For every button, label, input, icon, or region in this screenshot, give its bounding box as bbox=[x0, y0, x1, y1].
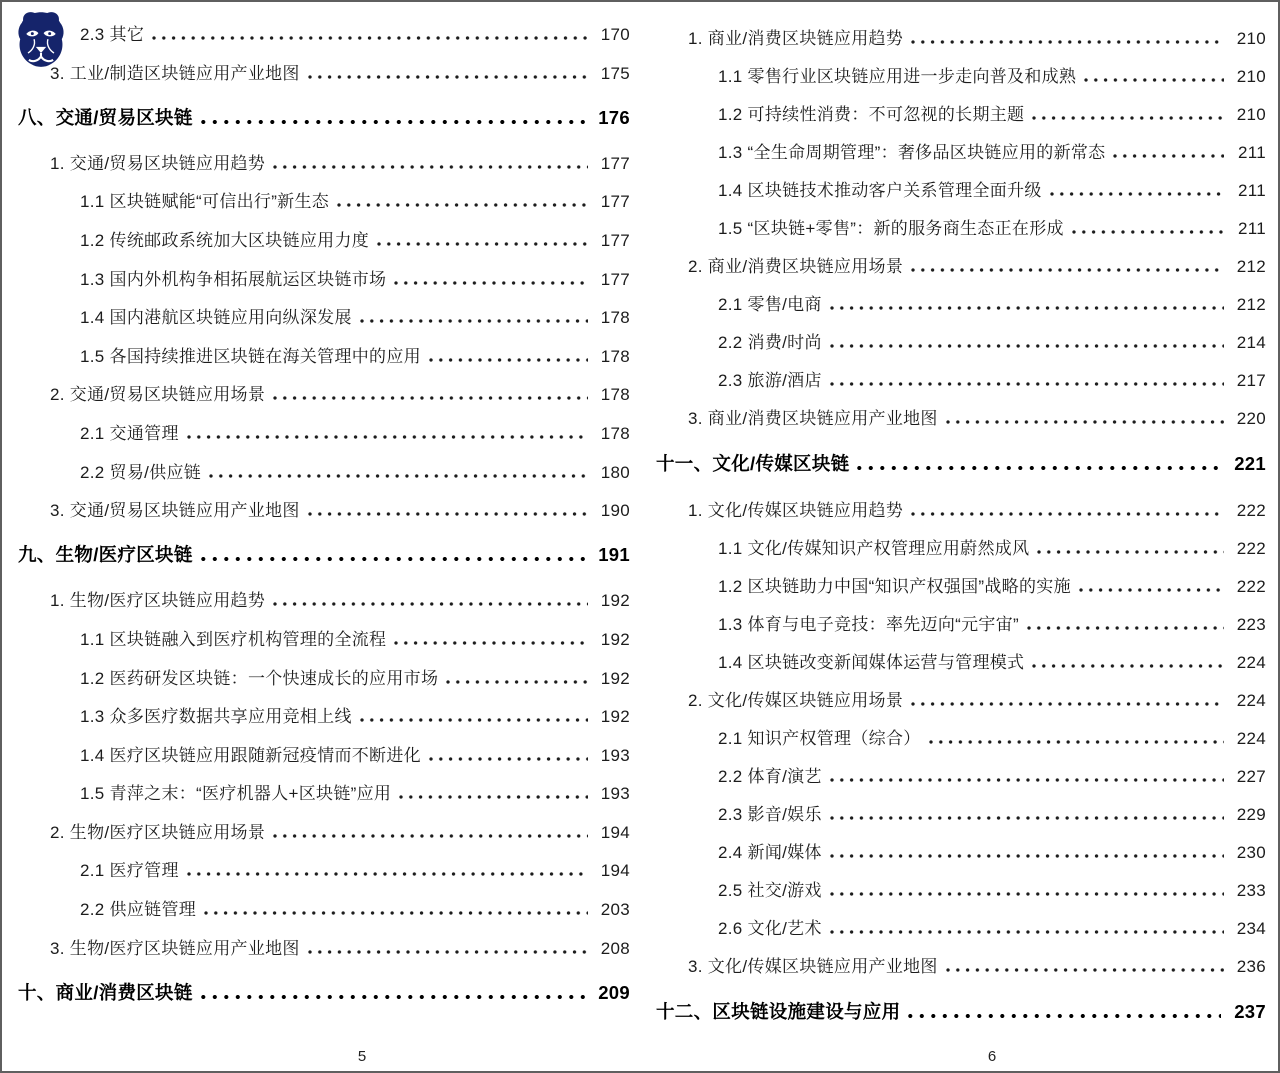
toc-entry[interactable] bbox=[4, 496, 630, 535]
toc-entry-page-number: 222 bbox=[1236, 501, 1266, 520]
dot-leader bbox=[1032, 116, 1224, 120]
toc-entry[interactable] bbox=[4, 187, 630, 226]
toc-entry[interactable] bbox=[4, 380, 630, 419]
toc-entry-label: 1.3 体育与电子竞技：率先迈向“元宇宙” bbox=[718, 615, 1019, 634]
dot-leader bbox=[360, 319, 588, 323]
toc-entry[interactable] bbox=[4, 664, 630, 703]
toc-entry-label: 3. 生物/医疗区块链应用产业地图 bbox=[50, 938, 300, 958]
toc-entry[interactable] bbox=[4, 895, 630, 934]
dot-leader bbox=[857, 466, 1221, 470]
toc-chapter-entry[interactable] bbox=[642, 998, 1266, 1036]
toc-entry-page-number: 193 bbox=[600, 784, 630, 804]
toc-entry-page-number: 177 bbox=[600, 230, 630, 250]
toc-entry-page-number: 210 bbox=[1236, 67, 1266, 86]
dot-leader bbox=[908, 1014, 1221, 1018]
toc-entry-label: 八、交通/贸易区块链 bbox=[18, 106, 193, 128]
toc-entry-label: 1.4 医疗区块链应用跟随新冠疫情而不断进化 bbox=[80, 745, 421, 765]
dot-leader bbox=[201, 995, 585, 999]
toc-entry-label: 3. 交通/贸易区块链应用产业地图 bbox=[50, 501, 300, 521]
dot-leader bbox=[201, 557, 585, 561]
dot-leader bbox=[830, 382, 1224, 386]
toc-entry-label: 1.4 国内港航区块链应用向纵深发展 bbox=[80, 308, 352, 328]
toc-entry-page-number: 211 bbox=[1237, 143, 1266, 162]
toc-entry-label: 1.5 青萍之末：“医疗机器人+区块链”应用 bbox=[80, 784, 392, 804]
toc-entry[interactable] bbox=[642, 404, 1266, 442]
toc-entry-label: 2.2 供应链管理 bbox=[80, 900, 197, 920]
toc-entry-page-number: 175 bbox=[600, 63, 630, 83]
toc-entry-label: 1.1 文化/传媒知识产权管理应用蔚然成风 bbox=[718, 539, 1030, 558]
toc-entry[interactable] bbox=[642, 214, 1266, 252]
dot-leader bbox=[360, 718, 588, 722]
toc-entry-page-number: 229 bbox=[1236, 805, 1266, 824]
toc-entry[interactable] bbox=[4, 586, 630, 625]
dot-leader bbox=[377, 242, 588, 246]
dot-leader bbox=[337, 203, 588, 207]
toc-entry[interactable] bbox=[642, 762, 1266, 800]
dot-leader bbox=[830, 778, 1224, 782]
toc-entry-page-number: 233 bbox=[1236, 881, 1266, 900]
dot-leader bbox=[394, 641, 588, 645]
dot-leader bbox=[394, 281, 588, 285]
dot-leader bbox=[830, 854, 1224, 858]
toc-entry-page-number: 236 bbox=[1236, 957, 1266, 976]
toc-entry[interactable] bbox=[4, 818, 630, 857]
toc-entry[interactable] bbox=[642, 876, 1266, 914]
toc-entry[interactable] bbox=[642, 366, 1266, 404]
dot-leader bbox=[204, 911, 588, 915]
toc-right-page-column bbox=[642, 24, 1266, 1044]
dot-leader bbox=[1113, 154, 1224, 158]
toc-entry[interactable] bbox=[4, 265, 630, 304]
dot-leader bbox=[911, 702, 1224, 706]
toc-entry-page-number: 210 bbox=[1236, 105, 1266, 124]
dot-leader bbox=[201, 120, 585, 124]
dot-leader bbox=[209, 474, 588, 478]
dot-leader bbox=[1027, 626, 1224, 630]
dot-leader bbox=[308, 75, 588, 79]
toc-entry[interactable] bbox=[642, 290, 1266, 328]
toc-entry-page-number: 224 bbox=[1236, 729, 1266, 748]
toc-entry-page-number: 224 bbox=[1236, 691, 1266, 710]
toc-entry[interactable] bbox=[4, 149, 630, 188]
dot-leader bbox=[1072, 230, 1224, 234]
dot-leader bbox=[1032, 664, 1224, 668]
toc-entry-label: 十一、文化/传媒区块链 bbox=[656, 453, 850, 474]
toc-entry-label: 2. 文化/传媒区块链应用场景 bbox=[688, 691, 904, 710]
toc-entry-label: 1.4 区块链技术推动客户关系管理全面升级 bbox=[718, 181, 1042, 200]
toc-entry-label: 2.4 新闻/媒体 bbox=[718, 843, 822, 862]
toc-entry-label: 2.3 其它 bbox=[80, 25, 145, 44]
toc-entry-label: 1.5 “区块链+零售”：新的服务商生态正在形成 bbox=[718, 219, 1064, 238]
toc-entry-page-number: 214 bbox=[1236, 333, 1266, 352]
toc-entry[interactable] bbox=[4, 303, 630, 342]
dot-leader bbox=[830, 306, 1224, 310]
toc-entry-label: 九、生物/医疗区块链 bbox=[18, 544, 193, 566]
dot-leader bbox=[152, 36, 588, 40]
toc-entry-label: 1.1 零售行业区块链应用进一步走向普及和成熟 bbox=[718, 67, 1077, 86]
toc-entry[interactable] bbox=[642, 328, 1266, 366]
toc-entry-page-number: 237 bbox=[1234, 1001, 1266, 1022]
toc-entry-page-number: 230 bbox=[1236, 843, 1266, 862]
toc-entry-page-number: 178 bbox=[600, 346, 630, 366]
toc-entry[interactable] bbox=[642, 838, 1266, 876]
toc-entry-page-number: 211 bbox=[1237, 181, 1266, 200]
toc-entry[interactable] bbox=[642, 138, 1266, 176]
toc-entry[interactable] bbox=[4, 226, 630, 265]
toc-entry-label: 3. 商业/消费区块链应用产业地图 bbox=[688, 409, 938, 428]
dot-leader bbox=[1084, 78, 1224, 82]
toc-entry[interactable] bbox=[642, 914, 1266, 952]
toc-entry-page-number: 234 bbox=[1236, 919, 1266, 938]
toc-entry-label: 2.6 文化/艺术 bbox=[718, 919, 822, 938]
dot-leader bbox=[187, 435, 588, 439]
dot-leader bbox=[273, 834, 588, 838]
dot-leader bbox=[446, 680, 588, 684]
toc-entry-label: 3. 文化/传媒区块链应用产业地图 bbox=[688, 957, 938, 976]
toc-entry-label: 1.5 各国持续推进区块链在海关管理中的应用 bbox=[80, 346, 421, 366]
right-page-number: 6 bbox=[987, 1048, 997, 1065]
toc-entry[interactable] bbox=[4, 779, 630, 818]
toc-entry[interactable] bbox=[4, 458, 630, 497]
dot-leader bbox=[429, 757, 588, 761]
toc-entry-page-number: 178 bbox=[600, 385, 630, 405]
toc-entry-label: 2.3 影音/娱乐 bbox=[718, 805, 822, 824]
toc-entry-page-number: 192 bbox=[600, 591, 630, 611]
dot-leader bbox=[187, 872, 588, 876]
toc-entry[interactable] bbox=[642, 24, 1266, 62]
toc-entry-page-number: 208 bbox=[600, 938, 630, 958]
dot-leader bbox=[308, 950, 588, 954]
toc-entry[interactable] bbox=[642, 62, 1266, 100]
dot-leader bbox=[830, 930, 1224, 934]
toc-entry-label: 1.1 区块链赋能“可信出行”新生态 bbox=[80, 192, 330, 212]
toc-entry[interactable] bbox=[4, 856, 630, 895]
dot-leader bbox=[1050, 192, 1224, 196]
toc-entry-page-number: 176 bbox=[598, 106, 630, 128]
toc-entry[interactable] bbox=[4, 419, 630, 458]
toc-chapter-entry[interactable] bbox=[642, 450, 1266, 488]
toc-entry-page-number: 223 bbox=[1236, 615, 1266, 634]
toc-entry-page-number: 222 bbox=[1236, 577, 1266, 596]
toc-entry-page-number: 212 bbox=[1236, 257, 1266, 276]
dot-leader bbox=[1037, 550, 1224, 554]
toc-entry-label: 1. 商业/消费区块链应用趋势 bbox=[688, 29, 904, 48]
toc-entry-label: 2.1 交通管理 bbox=[80, 423, 179, 443]
toc-entry-label: 3. 工业/制造区块链应用产业地图 bbox=[50, 63, 300, 83]
toc-entry-page-number: 194 bbox=[600, 822, 630, 842]
toc-chapter-entry[interactable] bbox=[4, 979, 630, 1018]
toc-entry-page-number: 192 bbox=[600, 629, 630, 649]
toc-entry-label: 2.1 知识产权管理（综合） bbox=[718, 729, 921, 748]
toc-entry-page-number: 178 bbox=[600, 308, 630, 328]
toc-entry-page-number: 170 bbox=[600, 25, 630, 44]
toc-entry-label: 1. 文化/传媒区块链应用趋势 bbox=[688, 501, 904, 520]
toc-entry[interactable] bbox=[642, 648, 1266, 686]
left-page-number: 5 bbox=[357, 1048, 367, 1065]
toc-entry[interactable] bbox=[4, 702, 630, 741]
dot-leader bbox=[429, 358, 588, 362]
toc-entry-label: 1.3 众多医疗数据共享应用竞相上线 bbox=[80, 707, 352, 727]
dot-leader bbox=[929, 740, 1224, 744]
toc-left-page-column bbox=[4, 20, 630, 1024]
dot-leader bbox=[911, 512, 1224, 516]
toc-entry-label: 1. 生物/医疗区块链应用趋势 bbox=[50, 591, 266, 611]
dot-leader bbox=[946, 968, 1224, 972]
toc-entry[interactable] bbox=[642, 100, 1266, 138]
toc-entry[interactable] bbox=[4, 741, 630, 780]
toc-entry-label: 2.1 零售/电商 bbox=[718, 295, 822, 314]
toc-entry-label: 2.2 贸易/供应链 bbox=[80, 462, 202, 482]
toc-entry[interactable] bbox=[642, 252, 1266, 290]
toc-entry-label: 2.5 社交/游戏 bbox=[718, 881, 822, 900]
toc-entry[interactable] bbox=[4, 20, 630, 59]
toc-entry-label: 1.3 国内外机构争相拓展航运区块链市场 bbox=[80, 269, 387, 289]
toc-entry-label: 2.2 体育/演艺 bbox=[718, 767, 822, 786]
toc-entry[interactable] bbox=[642, 572, 1266, 610]
toc-entry-label: 十、商业/消费区块链 bbox=[18, 981, 193, 1003]
toc-entry-page-number: 192 bbox=[600, 668, 630, 688]
dot-leader bbox=[946, 420, 1224, 424]
toc-entry-label: 1.3 “全生命周期管理”：奢侈品区块链应用的新常态 bbox=[718, 143, 1106, 162]
toc-entry-page-number: 178 bbox=[600, 423, 630, 443]
toc-entry-label: 1.2 可持续性消费：不可忽视的长期主题 bbox=[718, 105, 1025, 124]
toc-entry[interactable] bbox=[642, 534, 1266, 572]
toc-entry-page-number: 224 bbox=[1236, 653, 1266, 672]
dot-leader bbox=[1079, 588, 1224, 592]
toc-chapter-entry[interactable] bbox=[4, 104, 630, 143]
dot-leader bbox=[830, 892, 1224, 896]
dot-leader bbox=[830, 816, 1224, 820]
toc-entry-label: 2. 商业/消费区块链应用场景 bbox=[688, 257, 904, 276]
toc-entry-page-number: 210 bbox=[1236, 29, 1266, 48]
toc-entry-label: 1.4 区块链改变新闻媒体运营与管理模式 bbox=[718, 653, 1025, 672]
toc-entry-page-number: 177 bbox=[600, 192, 630, 212]
toc-entry-label: 十二、区块链设施建设与应用 bbox=[656, 1001, 901, 1022]
toc-entry[interactable] bbox=[4, 625, 630, 664]
dot-leader bbox=[830, 344, 1224, 348]
toc-entry-page-number: 177 bbox=[600, 269, 630, 289]
toc-entry[interactable] bbox=[642, 176, 1266, 214]
toc-entry-label: 2. 生物/医疗区块链应用场景 bbox=[50, 822, 266, 842]
toc-entry-label: 1.2 传统邮政系统加大区块链应用力度 bbox=[80, 230, 370, 250]
toc-entry-page-number: 222 bbox=[1236, 539, 1266, 558]
toc-entry-label: 1.2 区块链助力中国“知识产权强国”战略的实施 bbox=[718, 577, 1071, 596]
toc-entry[interactable] bbox=[642, 610, 1266, 648]
toc-entry[interactable] bbox=[642, 952, 1266, 990]
toc-entry-page-number: 217 bbox=[1236, 371, 1266, 390]
toc-entry[interactable] bbox=[642, 686, 1266, 724]
toc-entry-page-number: 192 bbox=[600, 707, 630, 727]
toc-entry[interactable] bbox=[4, 59, 630, 98]
toc-entry-page-number: 194 bbox=[600, 861, 630, 881]
dot-leader bbox=[308, 512, 588, 516]
toc-entry-label: 1.2 医药研发区块链：一个快速成长的应用市场 bbox=[80, 668, 439, 688]
toc-entry-page-number: 212 bbox=[1236, 295, 1266, 314]
toc-entry[interactable] bbox=[4, 934, 630, 973]
dot-leader bbox=[911, 40, 1224, 44]
toc-entry-page-number: 209 bbox=[598, 981, 630, 1003]
toc-entry-page-number: 203 bbox=[600, 900, 630, 920]
toc-entry-page-number: 211 bbox=[1237, 219, 1266, 238]
dot-leader bbox=[273, 165, 588, 169]
toc-entry-page-number: 191 bbox=[598, 544, 630, 566]
toc-entry[interactable] bbox=[4, 342, 630, 381]
toc-entry-page-number: 190 bbox=[600, 501, 630, 521]
toc-entry-page-number: 193 bbox=[600, 745, 630, 765]
toc-entry-page-number: 180 bbox=[600, 462, 630, 482]
toc-entry-label: 2.1 医疗管理 bbox=[80, 861, 179, 881]
dot-leader bbox=[273, 396, 588, 400]
toc-entry-page-number: 177 bbox=[600, 153, 630, 173]
toc-entry-page-number: 221 bbox=[1234, 453, 1266, 474]
dot-leader bbox=[273, 602, 588, 606]
toc-entry-page-number: 220 bbox=[1236, 409, 1266, 428]
dot-leader bbox=[399, 795, 588, 799]
dot-leader bbox=[911, 268, 1224, 272]
toc-entry[interactable] bbox=[642, 496, 1266, 534]
toc-entry-page-number: 227 bbox=[1236, 767, 1266, 786]
toc-entry-label: 1. 交通/贸易区块链应用趋势 bbox=[50, 153, 266, 173]
toc-chapter-entry[interactable] bbox=[4, 541, 630, 580]
toc-entry[interactable] bbox=[642, 724, 1266, 762]
toc-entry[interactable] bbox=[642, 800, 1266, 838]
toc-entry-label: 2. 交通/贸易区块链应用场景 bbox=[50, 385, 266, 405]
toc-entry-label: 2.3 旅游/酒店 bbox=[718, 371, 822, 390]
toc-entry-label: 1.1 区块链融入到医疗机构管理的全流程 bbox=[80, 629, 387, 649]
toc-entry-label: 2.2 消费/时尚 bbox=[718, 333, 822, 352]
